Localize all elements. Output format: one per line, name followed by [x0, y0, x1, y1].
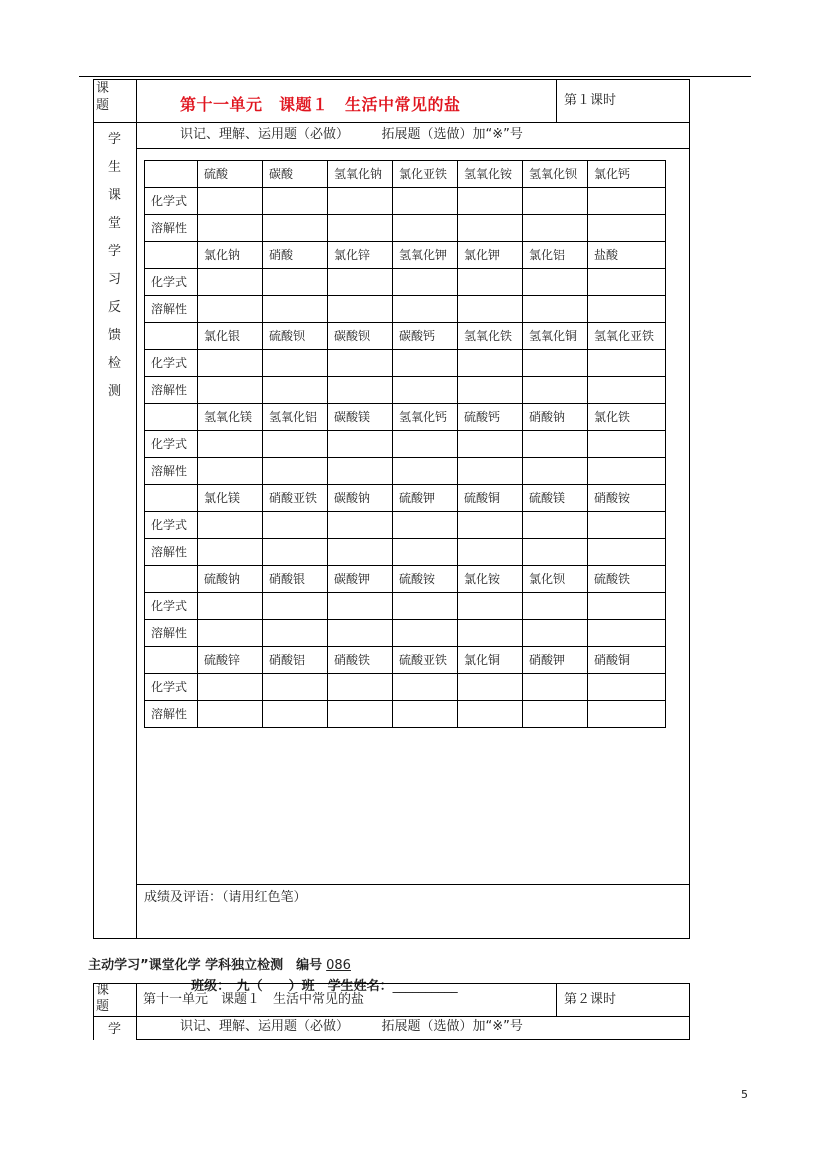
solubility-answer-cell[interactable] [263, 620, 328, 647]
formula-answer-cell[interactable] [263, 350, 328, 377]
top-rule [79, 76, 751, 77]
solubility-answer-cell[interactable] [393, 296, 458, 323]
solubility-answer-cell[interactable] [393, 458, 458, 485]
page-number: 5 [741, 1088, 748, 1101]
compound-name-cell: 硫酸锌 [198, 647, 263, 674]
period-divider [556, 79, 557, 122]
formula-answer-cell[interactable] [588, 431, 666, 458]
solubility-answer-cell[interactable] [263, 377, 328, 404]
formula-answer-cell[interactable] [263, 674, 328, 701]
solubility-answer-cell[interactable] [198, 215, 263, 242]
table-header-row [145, 566, 666, 593]
side-label-char: 测 [107, 384, 121, 399]
compound-name-cell: 氯化银 [198, 323, 263, 350]
formula-answer-cell[interactable] [328, 431, 393, 458]
formula-answer-cell[interactable] [458, 350, 523, 377]
formula-answer-cell[interactable] [393, 269, 458, 296]
compound-name-cell: 硫酸钙 [458, 404, 523, 431]
solubility-answer-cell[interactable] [458, 215, 523, 242]
table-header-row [145, 647, 666, 674]
formula-answer-cell[interactable] [523, 350, 588, 377]
frame2-period-divider [556, 983, 557, 1017]
table-corner-cell [145, 647, 198, 674]
compound-name-cell: 碳酸钠 [328, 485, 393, 512]
formula-answer-cell[interactable] [458, 512, 523, 539]
compound-name-cell: 碳酸钡 [328, 323, 393, 350]
solubility-answer-cell[interactable] [523, 458, 588, 485]
compound-name-cell: 硫酸铁 [588, 566, 666, 593]
side-label-char: 学 [107, 132, 121, 147]
solubility-answer-cell[interactable] [588, 539, 666, 566]
compound-name-cell: 硝酸铵 [588, 485, 666, 512]
side-label-char: 习 [107, 272, 121, 287]
solubility-answer-cell[interactable] [328, 377, 393, 404]
formula-answer-cell[interactable] [198, 431, 263, 458]
compound-name-cell: 氢氧化铝 [263, 404, 328, 431]
solubility-answer-cell[interactable] [393, 215, 458, 242]
solubility-answer-cell[interactable] [458, 296, 523, 323]
formula-answer-cell[interactable] [588, 593, 666, 620]
formula-answer-cell[interactable] [523, 269, 588, 296]
solubility-answer-cell[interactable] [458, 377, 523, 404]
lesson-period: 第１课时 [564, 93, 617, 108]
formula-answer-cell[interactable] [458, 269, 523, 296]
frame-top [93, 79, 690, 80]
class-label: 班级： 九（ ）班 学生姓名： [191, 979, 393, 994]
table-row-solubility [145, 377, 666, 404]
table-header-row [145, 242, 666, 269]
formula-answer-cell[interactable] [328, 674, 393, 701]
side-label-char: 生 [107, 160, 121, 175]
student-info [182, 963, 458, 995]
solubility-answer-cell[interactable] [393, 377, 458, 404]
formula-row-label: 化学式 [145, 674, 198, 701]
instruction-text: 识记、理解、运用题（必做） 拓展题（选做）加“※”号 [180, 127, 523, 142]
solubility-row-label: 溶解性 [145, 701, 198, 728]
solubility-row-label: 溶解性 [145, 539, 198, 566]
compound-name-cell: 硝酸钾 [523, 647, 588, 674]
formula-answer-cell[interactable] [458, 188, 523, 215]
table-row-formula [145, 188, 666, 215]
compound-name-cell: 硫酸钡 [263, 323, 328, 350]
table-corner-cell [145, 323, 198, 350]
solubility-answer-cell[interactable] [393, 620, 458, 647]
table-row-solubility [145, 620, 666, 647]
grade-top [136, 884, 690, 885]
table-corner-cell [145, 566, 198, 593]
solubility-answer-cell[interactable] [393, 539, 458, 566]
solubility-answer-cell[interactable] [523, 215, 588, 242]
formula-answer-cell[interactable] [588, 674, 666, 701]
compound-name-cell: 硫酸铜 [458, 485, 523, 512]
formula-answer-cell[interactable] [588, 512, 666, 539]
solubility-answer-cell[interactable] [588, 458, 666, 485]
solubility-answer-cell[interactable] [198, 377, 263, 404]
compound-name-cell: 氢氧化铜 [523, 323, 588, 350]
frame2-title-bottom [93, 1016, 690, 1017]
solubility-answer-cell[interactable] [198, 539, 263, 566]
formula-answer-cell[interactable] [198, 674, 263, 701]
formula-answer-cell[interactable] [523, 674, 588, 701]
solubility-answer-cell[interactable] [263, 215, 328, 242]
frame2-right [689, 983, 690, 1040]
formula-answer-cell[interactable] [328, 593, 393, 620]
table-row-solubility [145, 215, 666, 242]
formula-row-label: 化学式 [145, 350, 198, 377]
solubility-row-label: 溶解性 [145, 458, 198, 485]
compound-name-cell: 硝酸 [263, 242, 328, 269]
frame-divider [136, 79, 137, 939]
frame2-divider [136, 983, 137, 1040]
side-label-char: 检 [107, 356, 121, 371]
compound-name-cell: 硝酸铜 [588, 647, 666, 674]
table-header-row [145, 161, 666, 188]
table-row-solubility [145, 539, 666, 566]
formula-answer-cell[interactable] [393, 188, 458, 215]
table-corner-cell [145, 242, 198, 269]
formula-answer-cell[interactable] [263, 269, 328, 296]
solubility-answer-cell[interactable] [263, 296, 328, 323]
solubility-answer-cell[interactable] [588, 620, 666, 647]
compound-name-cell: 氢氧化铁 [458, 323, 523, 350]
frame-bottom [93, 938, 690, 939]
formula-answer-cell[interactable] [328, 512, 393, 539]
instruction-bottom [136, 148, 690, 149]
solubility-answer-cell[interactable] [393, 701, 458, 728]
grade-comment: 成绩及评语：（请用红色笔） [144, 890, 307, 905]
solubility-answer-cell[interactable] [198, 620, 263, 647]
solubility-table [144, 160, 666, 728]
solubility-answer-cell[interactable] [523, 701, 588, 728]
formula-answer-cell[interactable] [523, 512, 588, 539]
formula-answer-cell[interactable] [328, 269, 393, 296]
compound-name-cell: 氯化钠 [198, 242, 263, 269]
compound-name-cell: 硝酸铝 [263, 647, 328, 674]
compound-name-cell: 氢氧化镁 [198, 404, 263, 431]
compound-name-cell: 氯化铵 [458, 566, 523, 593]
formula-answer-cell[interactable] [588, 350, 666, 377]
compound-name-cell: 硫酸镁 [523, 485, 588, 512]
table-header-row [145, 485, 666, 512]
solubility-row-label: 溶解性 [145, 215, 198, 242]
compound-name-cell: 硫酸铵 [393, 566, 458, 593]
compound-name-cell: 氯化铁 [588, 404, 666, 431]
compound-name-cell: 氯化钾 [458, 242, 523, 269]
solubility-answer-cell[interactable] [328, 701, 393, 728]
formula-answer-cell[interactable] [523, 593, 588, 620]
frame2-top [93, 983, 690, 984]
title-bottom [93, 122, 690, 123]
frame-left [93, 79, 94, 939]
formula-row-label: 化学式 [145, 431, 198, 458]
formula-answer-cell[interactable] [198, 188, 263, 215]
solubility-answer-cell[interactable] [198, 701, 263, 728]
solubility-answer-cell[interactable] [523, 620, 588, 647]
solubility-answer-cell[interactable] [328, 620, 393, 647]
solubility-answer-cell[interactable] [458, 701, 523, 728]
side-label-char: 反 [107, 300, 121, 315]
solubility-answer-cell[interactable] [263, 458, 328, 485]
formula-answer-cell[interactable] [393, 431, 458, 458]
table-corner-cell [145, 404, 198, 431]
solubility-answer-cell[interactable] [328, 296, 393, 323]
compound-name-cell: 碳酸钙 [393, 323, 458, 350]
compound-name-cell: 氯化锌 [328, 242, 393, 269]
compound-name-cell: 氯化钡 [523, 566, 588, 593]
compound-name-cell: 盐酸 [588, 242, 666, 269]
side-label-char: 课 [107, 188, 121, 203]
compound-name-cell: 碳酸镁 [328, 404, 393, 431]
formula-answer-cell[interactable] [263, 431, 328, 458]
formula-row-label: 化学式 [145, 593, 198, 620]
solubility-answer-cell[interactable] [588, 701, 666, 728]
lesson-title-2: 第十一单元 课题１ 生活中常见的盐 [143, 992, 365, 1007]
solubility-answer-cell[interactable] [263, 539, 328, 566]
solubility-answer-cell[interactable] [328, 458, 393, 485]
formula-row-label: 化学式 [145, 512, 198, 539]
side-label-char: 堂 [107, 216, 121, 231]
compound-name-cell: 氯化镁 [198, 485, 263, 512]
formula-answer-cell[interactable] [198, 269, 263, 296]
solubility-row-label: 溶解性 [145, 620, 198, 647]
topic-label: 课题 [96, 81, 110, 113]
compound-name-cell: 氢氧化钾 [393, 242, 458, 269]
solubility-answer-cell[interactable] [328, 539, 393, 566]
student-name-blank[interactable]: __________ [392, 979, 458, 994]
formula-answer-cell[interactable] [588, 269, 666, 296]
solubility-answer-cell[interactable] [588, 296, 666, 323]
formula-answer-cell[interactable] [198, 593, 263, 620]
compound-name-cell: 氢氧化亚铁 [588, 323, 666, 350]
table-row-solubility [145, 458, 666, 485]
formula-answer-cell[interactable] [588, 188, 666, 215]
formula-answer-cell[interactable] [328, 188, 393, 215]
table-row-formula [145, 593, 666, 620]
compound-name-cell: 氢氧化钙 [393, 404, 458, 431]
table-row-formula [145, 350, 666, 377]
solubility-answer-cell[interactable] [458, 458, 523, 485]
solubility-answer-cell[interactable] [588, 215, 666, 242]
formula-answer-cell[interactable] [393, 593, 458, 620]
topic-label-2: 课题 [96, 983, 110, 1014]
side-char-2: 学 [107, 1022, 121, 1037]
compound-name-cell: 硫酸 [198, 161, 263, 188]
compound-name-cell: 氯化铝 [523, 242, 588, 269]
test-number: 086 [326, 958, 351, 973]
table-header-row [145, 404, 666, 431]
compound-name-cell: 硝酸钠 [523, 404, 588, 431]
compound-name-cell: 碳酸 [263, 161, 328, 188]
formula-answer-cell[interactable] [393, 350, 458, 377]
solubility-answer-cell[interactable] [263, 701, 328, 728]
formula-answer-cell[interactable] [458, 431, 523, 458]
table-row-solubility [145, 296, 666, 323]
compound-name-cell: 氢氧化钡 [523, 161, 588, 188]
compound-name-cell: 氢氧化铵 [458, 161, 523, 188]
instruction-text-2: 识记、理解、运用题（必做） 拓展题（选做）加“※”号 [180, 1019, 523, 1034]
table-row-formula [145, 512, 666, 539]
formula-answer-cell[interactable] [263, 188, 328, 215]
compound-name-cell: 氯化铜 [458, 647, 523, 674]
solubility-row-label: 溶解性 [145, 296, 198, 323]
solubility-answer-cell[interactable] [458, 620, 523, 647]
solubility-row-label: 溶解性 [145, 377, 198, 404]
compound-name-cell: 硝酸银 [263, 566, 328, 593]
formula-answer-cell[interactable] [458, 674, 523, 701]
formula-answer-cell[interactable] [328, 350, 393, 377]
compound-name-cell: 硝酸亚铁 [263, 485, 328, 512]
compound-name-cell: 硫酸钾 [393, 485, 458, 512]
table-row-formula [145, 431, 666, 458]
compound-name-cell: 硫酸亚铁 [393, 647, 458, 674]
table-row-formula [145, 269, 666, 296]
frame-right [689, 79, 690, 939]
formula-answer-cell[interactable] [393, 512, 458, 539]
frame2-instruction-bottom [136, 1039, 690, 1040]
compound-name-cell: 硝酸铁 [328, 647, 393, 674]
solubility-answer-cell[interactable] [523, 539, 588, 566]
table-corner-cell [145, 485, 198, 512]
compound-name-cell: 氯化亚铁 [393, 161, 458, 188]
solubility-answer-cell[interactable] [588, 377, 666, 404]
solubility-answer-cell[interactable] [523, 296, 588, 323]
solubility-answer-cell[interactable] [328, 215, 393, 242]
side-label-char: 馈 [107, 328, 121, 343]
lesson-title: 第十一单元 课题１ 生活中常见的盐 [180, 95, 461, 114]
side-label-char: 学 [107, 244, 121, 259]
formula-answer-cell[interactable] [523, 188, 588, 215]
solubility-answer-cell[interactable] [198, 458, 263, 485]
formula-row-label: 化学式 [145, 269, 198, 296]
solubility-answer-cell[interactable] [198, 296, 263, 323]
formula-answer-cell[interactable] [458, 593, 523, 620]
formula-row-label: 化学式 [145, 188, 198, 215]
table-corner-cell [145, 161, 198, 188]
table-header-row [145, 323, 666, 350]
lesson-period-2: 第２课时 [564, 992, 617, 1007]
compound-name-cell: 氢氧化钠 [328, 161, 393, 188]
solubility-answer-cell[interactable] [523, 377, 588, 404]
table-row-solubility [145, 701, 666, 728]
table-row-formula [145, 674, 666, 701]
test-heading-text: 主动学习”课堂化学 学科独立检测 编号 [88, 958, 323, 973]
formula-answer-cell[interactable] [263, 593, 328, 620]
formula-answer-cell[interactable] [198, 350, 263, 377]
compound-name-cell: 硫酸钠 [198, 566, 263, 593]
compound-name-cell: 碳酸钾 [328, 566, 393, 593]
formula-answer-cell[interactable] [393, 674, 458, 701]
formula-answer-cell[interactable] [263, 512, 328, 539]
formula-answer-cell[interactable] [523, 431, 588, 458]
formula-answer-cell[interactable] [198, 512, 263, 539]
solubility-answer-cell[interactable] [458, 539, 523, 566]
compound-name-cell: 氯化钙 [588, 161, 666, 188]
